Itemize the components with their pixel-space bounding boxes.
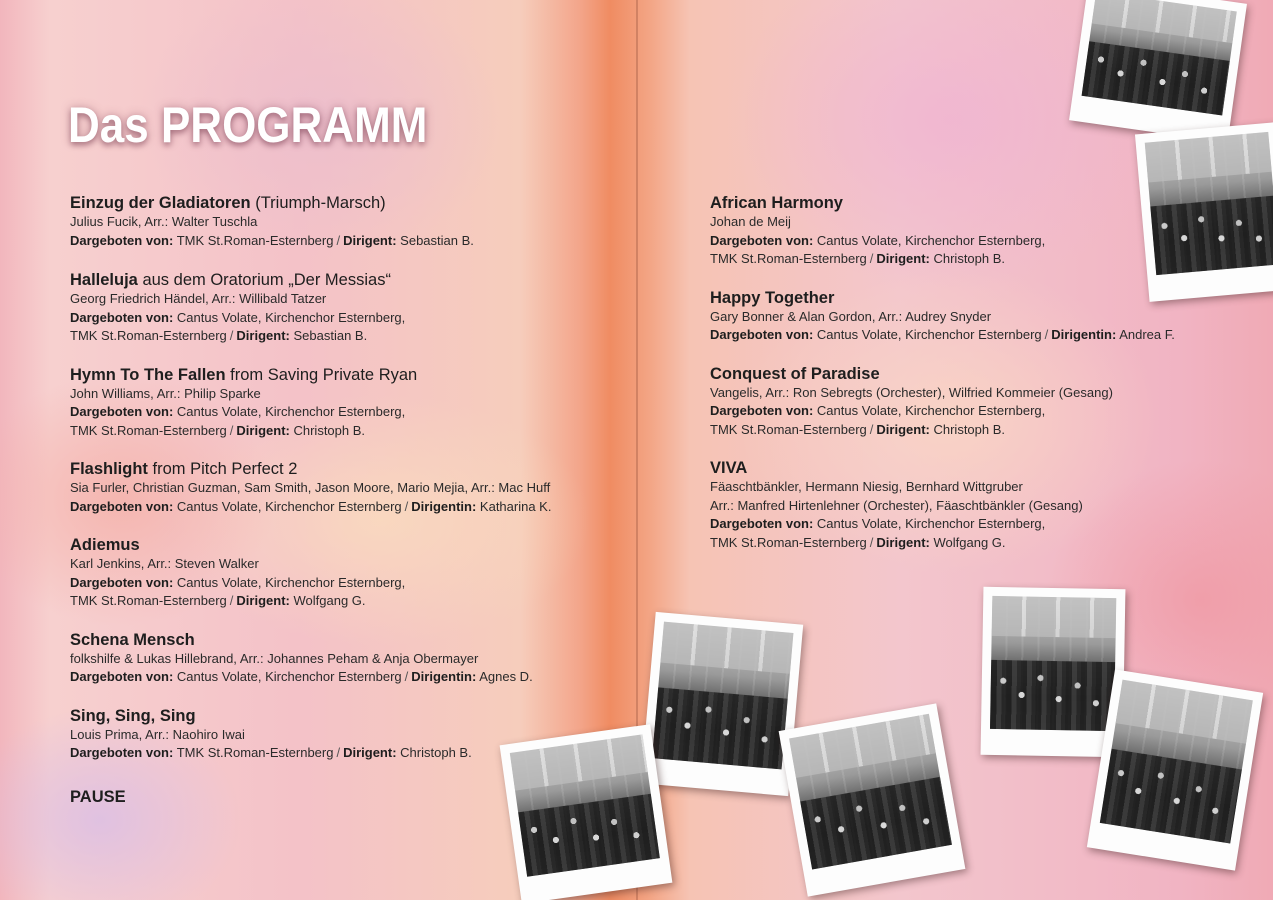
separator-slash: / xyxy=(404,669,409,684)
performed-by-label: Dargeboten von: xyxy=(70,232,174,248)
composer-line: Gary Bonner & Alan Gordon, Arr.: Audrey Snyder xyxy=(710,308,992,324)
performers: Cantus Volate, Kirchenchor Esternberg xyxy=(176,669,402,684)
performers-cont: TMK St.Roman-Esternberg xyxy=(710,421,867,437)
conductor-name: Sebastian B. xyxy=(293,328,368,343)
performers: Cantus Volate, Kirchenchor Esternberg, xyxy=(816,516,1046,531)
conductor-name: Christoph B. xyxy=(933,421,1006,437)
performers-line xyxy=(710,402,1270,421)
conductor-name: Christoph B. xyxy=(400,745,472,760)
performers: Cantus Volate, Kirchenchor Esternberg, xyxy=(176,404,406,419)
performers: Cantus Volate, Kirchenchor Esternberg, xyxy=(816,403,1046,418)
performers-line xyxy=(710,326,1270,345)
program-item xyxy=(70,365,610,441)
arranger-line: Arr.: Manfred Hirtenlehner (Orchester), Fäaschtbänkler (Gesang) xyxy=(710,497,1083,513)
performers-line xyxy=(70,498,610,517)
piece-title xyxy=(70,706,610,726)
performers: Cantus Volate, Kirchenchor Esternberg, xyxy=(816,232,1046,248)
piece-title-main: Schena Mensch xyxy=(70,630,195,649)
piece-title-main: Happy Together xyxy=(710,288,835,307)
photo-polaroid xyxy=(641,612,803,796)
conductor-name: Katharina K. xyxy=(479,498,552,514)
conductor-label: Dirigent: xyxy=(876,534,930,550)
piece-title-main: Adiemus xyxy=(70,536,140,554)
photo-polaroid xyxy=(981,587,1126,757)
conductor-name: Wolfgang G. xyxy=(933,534,1006,550)
conductor-name: Agnes D. xyxy=(479,669,533,684)
performers-line-2 xyxy=(70,422,610,441)
composer-line: Sia Furler, Christian Guzman, Sam Smith, Jason Moore, Mario Mejia, Arr.: Mac Huff xyxy=(70,480,551,495)
performers: Cantus Volate, Kirchenchor Esternberg xyxy=(816,327,1042,342)
piece-title-suffix: (Triumph-Marsch) xyxy=(250,194,386,212)
separator-slash: / xyxy=(404,498,409,514)
separator-slash: / xyxy=(229,422,234,438)
conductor-label: Dirigentin: xyxy=(411,498,477,514)
conductor-name: Andrea F. xyxy=(1119,327,1175,342)
separator-slash: / xyxy=(336,745,341,760)
composer-line: Fäaschtbänkler, Hermann Niesig, Bernhard Wittgruber xyxy=(710,479,1023,494)
conductor-label: Dirigent: xyxy=(876,421,930,437)
conductor-label: Dirigent: xyxy=(236,328,290,343)
performers-line-2 xyxy=(710,534,1270,553)
piece-title-main: VIVA xyxy=(710,459,748,477)
performers: Cantus Volate, Kirchenchor Esternberg xyxy=(176,498,402,514)
program-item xyxy=(710,364,1270,440)
page-title: Das PROGRAMM xyxy=(68,97,428,153)
separator-slash: / xyxy=(869,534,874,550)
piece-title xyxy=(70,193,610,213)
performed-by-label: Dargeboten von: xyxy=(70,669,174,684)
performers: TMK St.Roman-Esternberg xyxy=(176,745,334,760)
conductor-name: Sebastian B. xyxy=(400,232,474,248)
conductor-label: Dirigentin: xyxy=(1051,327,1117,342)
performers: Cantus Volate, Kirchenchor Esternberg, xyxy=(176,574,406,590)
piece-title xyxy=(710,364,1270,384)
separator-slash: / xyxy=(1044,327,1049,342)
rehearsal-photo xyxy=(1100,680,1253,844)
performers-line xyxy=(710,515,1270,534)
rehearsal-photo xyxy=(1145,132,1273,275)
photo-polaroid xyxy=(500,724,673,900)
conductor-label: Dirigent: xyxy=(236,593,290,608)
performed-by-label: Dargeboten von: xyxy=(710,327,814,342)
piece-title xyxy=(710,458,1270,478)
conductor-name: Christoph B. xyxy=(933,251,1006,266)
performers-line-2 xyxy=(70,327,610,346)
performed-by-label: Dargeboten von: xyxy=(70,498,174,514)
performers-line-2 xyxy=(70,592,610,611)
composer-line: Johan de Meij xyxy=(710,214,791,229)
photo-polaroid xyxy=(779,703,966,896)
conductor-label: Dirigent: xyxy=(236,422,290,438)
performed-by-label: Dargeboten von: xyxy=(70,404,174,419)
separator-slash: / xyxy=(869,421,874,437)
program-item xyxy=(710,458,1270,552)
composer-line: Karl Jenkins, Arr.: Steven Walker xyxy=(70,556,259,571)
separator-slash: / xyxy=(229,328,234,343)
photo-polaroid xyxy=(1135,122,1273,302)
separator-slash: / xyxy=(229,593,234,608)
composer-line: folkshilfe & Lukas Hillebrand, Arr.: Johannes Peham & Anja Obermayer xyxy=(70,650,479,666)
performers-line xyxy=(70,309,610,328)
program-item xyxy=(70,270,610,346)
conductor-label: Dirigentin: xyxy=(411,669,477,684)
piece-title-main: Flashlight xyxy=(70,460,148,478)
piece-title-suffix: from Pitch Perfect 2 xyxy=(147,460,298,478)
performers-line xyxy=(70,668,610,687)
conductor-label: Dirigent: xyxy=(876,251,930,266)
rehearsal-photo xyxy=(990,596,1116,731)
composer-line: Georg Friedrich Händel, Arr.: Willibald Tatzer xyxy=(70,291,327,306)
composer-line: Julius Fucik, Arr.: Walter Tuschla xyxy=(70,214,258,229)
piece-title-main: Sing, Sing, Sing xyxy=(70,706,196,725)
photo-polaroid xyxy=(1069,0,1247,142)
performed-by-label: Dargeboten von: xyxy=(70,574,174,590)
photo-polaroid xyxy=(1087,669,1263,870)
piece-title-main: Hymn To The Fallen xyxy=(70,365,226,384)
conductor-name: Wolfgang G. xyxy=(293,593,366,608)
piece-title xyxy=(70,270,610,290)
performers-cont: TMK St.Roman-Esternberg xyxy=(70,328,227,343)
performers-cont: TMK St.Roman-Esternberg xyxy=(710,251,867,266)
program-item xyxy=(70,459,610,516)
composer-line: Vangelis, Arr.: Ron Sebregts (Orchester), Wilfried Kommeier (Gesang) xyxy=(710,384,1113,400)
rehearsal-photo xyxy=(652,622,793,770)
performers-cont: TMK St.Roman-Esternberg xyxy=(70,593,227,608)
rehearsal-photo xyxy=(789,714,952,870)
program-item xyxy=(70,193,610,250)
composer-line: Louis Prima, Arr.: Naohiro Iwai xyxy=(70,726,245,742)
program-item xyxy=(70,630,610,687)
performed-by-label: Dargeboten von: xyxy=(70,309,174,325)
piece-title xyxy=(70,459,610,479)
conductor-name: Christoph B. xyxy=(293,422,366,438)
program-item xyxy=(70,535,610,611)
composer-line: John Williams, Arr.: Philip Sparke xyxy=(70,385,261,401)
piece-title xyxy=(70,365,610,385)
piece-title-main: Einzug der Gladiatoren xyxy=(70,194,251,212)
piece-title-suffix: from Saving Private Ryan xyxy=(225,365,418,384)
performers-cont: TMK St.Roman-Esternberg xyxy=(70,422,227,438)
performers: Cantus Volate, Kirchenchor Esternberg, xyxy=(176,309,406,325)
rehearsal-photo xyxy=(510,734,660,876)
performers: TMK St.Roman-Esternberg xyxy=(176,232,334,248)
performers-line-2 xyxy=(710,421,1270,440)
performers-line xyxy=(70,403,610,422)
performers-cont: TMK St.Roman-Esternberg xyxy=(710,534,867,550)
performers-line xyxy=(70,232,610,251)
rehearsal-photo xyxy=(1082,0,1237,115)
separator-slash: / xyxy=(869,251,874,266)
conductor-label: Dirigent: xyxy=(343,232,397,248)
piece-title-suffix: aus dem Oratorium „Der Messias“ xyxy=(137,271,391,289)
piece-title xyxy=(70,535,610,555)
piece-title xyxy=(70,630,610,650)
piece-title-main: African Harmony xyxy=(710,194,843,212)
performed-by-label: Dargeboten von: xyxy=(710,516,814,531)
performed-by-label: Dargeboten von: xyxy=(70,745,174,760)
performed-by-label: Dargeboten von: xyxy=(710,232,814,248)
performed-by-label: Dargeboten von: xyxy=(710,403,814,418)
separator-slash: / xyxy=(336,232,341,248)
performers-line xyxy=(70,574,610,593)
piece-title-main: Halleluja xyxy=(70,271,138,289)
conductor-label: Dirigent: xyxy=(343,745,397,760)
piece-title-main: Conquest of Paradise xyxy=(710,364,880,383)
pause-label: PAUSE xyxy=(70,788,126,806)
program-list-left xyxy=(70,193,610,763)
